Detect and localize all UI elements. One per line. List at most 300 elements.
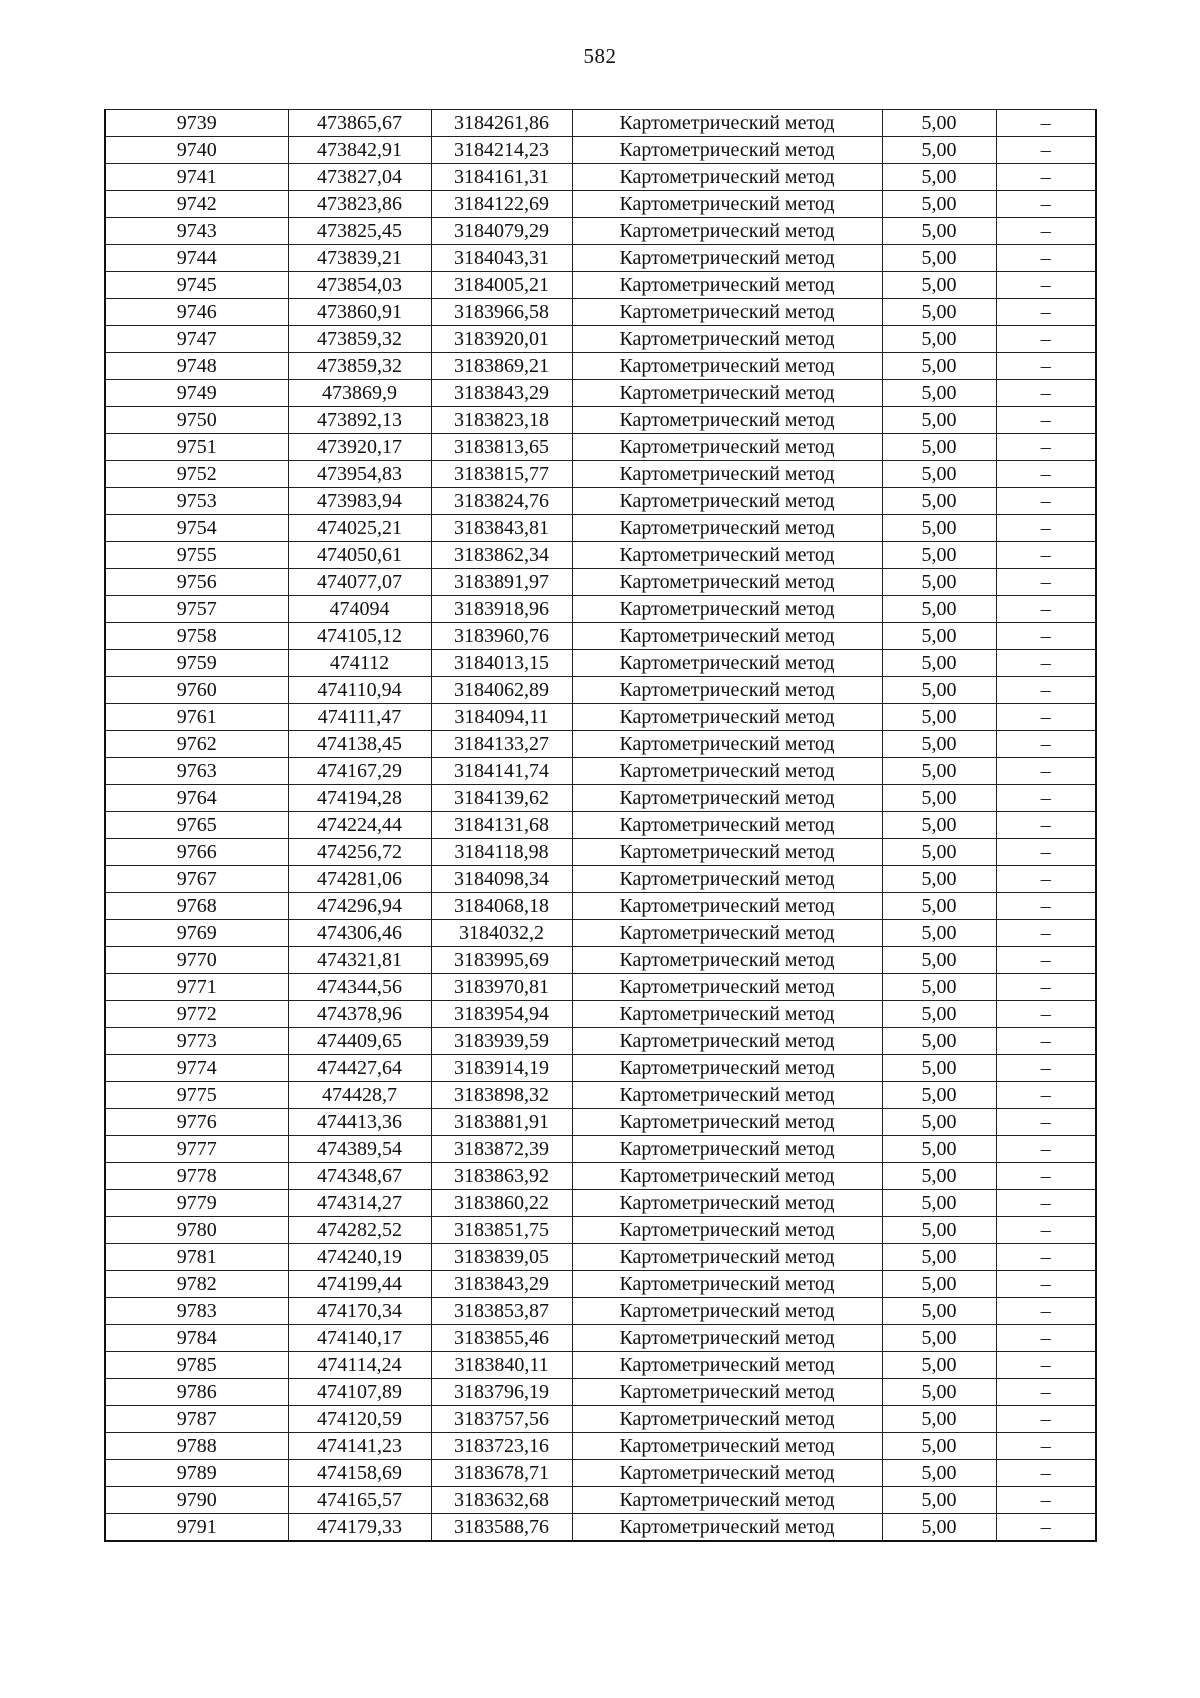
note-cell: – [996,1460,1096,1487]
x-coordinate-cell: 474409,65 [288,1028,431,1055]
note-cell: – [996,110,1096,137]
note-cell: – [996,407,1096,434]
point-number-cell: 9787 [105,1406,288,1433]
point-number-cell: 9748 [105,353,288,380]
note-cell: – [996,434,1096,461]
table-row [105,110,1096,137]
table-row [105,461,1096,488]
note-cell: – [996,1487,1096,1514]
x-coordinate-cell: 474114,24 [288,1352,431,1379]
accuracy-cell: 5,00 [882,1109,996,1136]
accuracy-cell: 5,00 [882,1244,996,1271]
point-number-cell: 9778 [105,1163,288,1190]
x-coordinate-cell: 474165,57 [288,1487,431,1514]
x-coordinate-cell: 474167,29 [288,758,431,785]
accuracy-cell: 5,00 [882,326,996,353]
table-row [105,245,1096,272]
accuracy-cell: 5,00 [882,974,996,1001]
y-coordinate-cell: 3183995,69 [431,947,572,974]
x-coordinate-cell: 473954,83 [288,461,431,488]
point-number-cell: 9754 [105,515,288,542]
accuracy-cell: 5,00 [882,434,996,461]
y-coordinate-cell: 3183723,16 [431,1433,572,1460]
method-cell: Картометрический метод [572,650,882,677]
y-coordinate-cell: 3183813,65 [431,434,572,461]
method-cell: Картометрический метод [572,461,882,488]
table-row [105,1244,1096,1271]
method-cell: Картометрический метод [572,110,882,137]
note-cell: – [996,542,1096,569]
x-coordinate-cell: 474428,7 [288,1082,431,1109]
y-coordinate-cell: 3184141,74 [431,758,572,785]
point-number-cell: 9788 [105,1433,288,1460]
accuracy-cell: 5,00 [882,569,996,596]
note-cell: – [996,1082,1096,1109]
method-cell: Картометрический метод [572,245,882,272]
point-number-cell: 9769 [105,920,288,947]
method-cell: Картометрический метод [572,326,882,353]
accuracy-cell: 5,00 [882,272,996,299]
note-cell: – [996,1325,1096,1352]
accuracy-cell: 5,00 [882,1379,996,1406]
table-row [105,947,1096,974]
table-row [105,704,1096,731]
note-cell: – [996,1298,1096,1325]
x-coordinate-cell: 473842,91 [288,137,431,164]
note-cell: – [996,758,1096,785]
note-cell: – [996,1163,1096,1190]
table-row [105,434,1096,461]
note-cell: – [996,1514,1096,1542]
note-cell: – [996,1028,1096,1055]
point-number-cell: 9753 [105,488,288,515]
y-coordinate-cell: 3183954,94 [431,1001,572,1028]
note-cell: – [996,326,1096,353]
x-coordinate-cell: 474105,12 [288,623,431,650]
note-cell: – [996,812,1096,839]
x-coordinate-cell: 474413,36 [288,1109,431,1136]
method-cell: Картометрический метод [572,1406,882,1433]
point-number-cell: 9744 [105,245,288,272]
note-cell: – [996,488,1096,515]
table-row [105,1190,1096,1217]
table-row [105,893,1096,920]
accuracy-cell: 5,00 [882,1001,996,1028]
method-cell: Картометрический метод [572,488,882,515]
y-coordinate-cell: 3183898,32 [431,1082,572,1109]
y-coordinate-cell: 3183860,22 [431,1190,572,1217]
accuracy-cell: 5,00 [882,1271,996,1298]
point-number-cell: 9779 [105,1190,288,1217]
accuracy-cell: 5,00 [882,704,996,731]
point-number-cell: 9774 [105,1055,288,1082]
note-cell: – [996,299,1096,326]
method-cell: Картометрический метод [572,407,882,434]
table-row [105,596,1096,623]
method-cell: Картометрический метод [572,1487,882,1514]
y-coordinate-cell: 3184005,21 [431,272,572,299]
y-coordinate-cell: 3183939,59 [431,1028,572,1055]
table-row [105,920,1096,947]
table-row [105,1055,1096,1082]
point-number-cell: 9755 [105,542,288,569]
table-row [105,1379,1096,1406]
accuracy-cell: 5,00 [882,515,996,542]
method-cell: Картометрический метод [572,434,882,461]
accuracy-cell: 5,00 [882,1028,996,1055]
table-row [105,299,1096,326]
table-row [105,866,1096,893]
table-row [105,515,1096,542]
point-number-cell: 9762 [105,731,288,758]
method-cell: Картометрический метод [572,596,882,623]
x-coordinate-cell: 473854,03 [288,272,431,299]
y-coordinate-cell: 3183823,18 [431,407,572,434]
point-number-cell: 9777 [105,1136,288,1163]
method-cell: Картометрический метод [572,893,882,920]
note-cell: – [996,245,1096,272]
point-number-cell: 9780 [105,1217,288,1244]
accuracy-cell: 5,00 [882,1082,996,1109]
point-number-cell: 9757 [105,596,288,623]
table-row [105,839,1096,866]
note-cell: – [996,218,1096,245]
accuracy-cell: 5,00 [882,299,996,326]
y-coordinate-cell: 3184068,18 [431,893,572,920]
point-number-cell: 9767 [105,866,288,893]
table-row [105,1271,1096,1298]
x-coordinate-cell: 474348,67 [288,1163,431,1190]
x-coordinate-cell: 474378,96 [288,1001,431,1028]
y-coordinate-cell: 3183862,34 [431,542,572,569]
note-cell: – [996,461,1096,488]
x-coordinate-cell: 474344,56 [288,974,431,1001]
y-coordinate-cell: 3183891,97 [431,569,572,596]
point-number-cell: 9785 [105,1352,288,1379]
accuracy-cell: 5,00 [882,1352,996,1379]
point-number-cell: 9743 [105,218,288,245]
x-coordinate-cell: 473827,04 [288,164,431,191]
x-coordinate-cell: 474224,44 [288,812,431,839]
y-coordinate-cell: 3183796,19 [431,1379,572,1406]
note-cell: – [996,1352,1096,1379]
x-coordinate-cell: 474240,19 [288,1244,431,1271]
x-coordinate-cell: 474025,21 [288,515,431,542]
point-number-cell: 9741 [105,164,288,191]
note-cell: – [996,947,1096,974]
method-cell: Картометрический метод [572,920,882,947]
y-coordinate-cell: 3183853,87 [431,1298,572,1325]
method-cell: Картометрический метод [572,974,882,1001]
y-coordinate-cell: 3184131,68 [431,812,572,839]
x-coordinate-cell: 474179,33 [288,1514,431,1542]
y-coordinate-cell: 3183914,19 [431,1055,572,1082]
point-number-cell: 9739 [105,110,288,137]
point-number-cell: 9764 [105,785,288,812]
table-row [105,677,1096,704]
table-row [105,407,1096,434]
x-coordinate-cell: 473865,67 [288,110,431,137]
x-coordinate-cell: 474110,94 [288,677,431,704]
point-number-cell: 9786 [105,1379,288,1406]
x-coordinate-cell: 474321,81 [288,947,431,974]
method-cell: Картометрический метод [572,1325,882,1352]
table-row [105,1082,1096,1109]
note-cell: – [996,1217,1096,1244]
x-coordinate-cell: 473859,32 [288,326,431,353]
method-cell: Картометрический метод [572,1514,882,1542]
x-coordinate-cell: 474107,89 [288,1379,431,1406]
y-coordinate-cell: 3183920,01 [431,326,572,353]
accuracy-cell: 5,00 [882,920,996,947]
x-coordinate-cell: 474199,44 [288,1271,431,1298]
method-cell: Картометрический метод [572,1298,882,1325]
y-coordinate-cell: 3184043,31 [431,245,572,272]
table-row [105,1433,1096,1460]
y-coordinate-cell: 3183872,39 [431,1136,572,1163]
point-number-cell: 9776 [105,1109,288,1136]
note-cell: – [996,569,1096,596]
point-number-cell: 9756 [105,569,288,596]
table-row [105,488,1096,515]
table-row [105,1109,1096,1136]
method-cell: Картометрический метод [572,812,882,839]
table-row [105,1163,1096,1190]
note-cell: – [996,704,1096,731]
method-cell: Картометрический метод [572,569,882,596]
method-cell: Картометрический метод [572,731,882,758]
y-coordinate-cell: 3184094,11 [431,704,572,731]
y-coordinate-cell: 3184062,89 [431,677,572,704]
accuracy-cell: 5,00 [882,785,996,812]
method-cell: Картометрический метод [572,272,882,299]
accuracy-cell: 5,00 [882,353,996,380]
method-cell: Картометрический метод [572,1244,882,1271]
method-cell: Картометрический метод [572,1190,882,1217]
table-row [105,1514,1096,1542]
point-number-cell: 9768 [105,893,288,920]
method-cell: Картометрический метод [572,1217,882,1244]
y-coordinate-cell: 3184098,34 [431,866,572,893]
table-row [105,1028,1096,1055]
table-row [105,326,1096,353]
table-row [105,218,1096,245]
method-cell: Картометрический метод [572,1379,882,1406]
point-number-cell: 9758 [105,623,288,650]
page-number: 582 [583,44,617,68]
y-coordinate-cell: 3183851,75 [431,1217,572,1244]
point-number-cell: 9760 [105,677,288,704]
method-cell: Картометрический метод [572,677,882,704]
y-coordinate-cell: 3183824,76 [431,488,572,515]
method-cell: Картометрический метод [572,704,882,731]
method-cell: Картометрический метод [572,353,882,380]
accuracy-cell: 5,00 [882,110,996,137]
note-cell: – [996,650,1096,677]
accuracy-cell: 5,00 [882,623,996,650]
method-cell: Картометрический метод [572,137,882,164]
accuracy-cell: 5,00 [882,812,996,839]
point-number-cell: 9751 [105,434,288,461]
table-row [105,569,1096,596]
x-coordinate-cell: 474170,34 [288,1298,431,1325]
y-coordinate-cell: 3183632,68 [431,1487,572,1514]
table-row [105,542,1096,569]
table-row [105,650,1096,677]
table-row [105,191,1096,218]
accuracy-cell: 5,00 [882,461,996,488]
accuracy-cell: 5,00 [882,1406,996,1433]
method-cell: Картометрический метод [572,1271,882,1298]
point-number-cell: 9747 [105,326,288,353]
note-cell: – [996,731,1096,758]
accuracy-cell: 5,00 [882,164,996,191]
point-number-cell: 9766 [105,839,288,866]
table-row [105,1217,1096,1244]
accuracy-cell: 5,00 [882,245,996,272]
table-row [105,1460,1096,1487]
y-coordinate-cell: 3183970,81 [431,974,572,1001]
accuracy-cell: 5,00 [882,1487,996,1514]
accuracy-cell: 5,00 [882,866,996,893]
y-coordinate-cell: 3184032,2 [431,920,572,947]
x-coordinate-cell: 473839,21 [288,245,431,272]
x-coordinate-cell: 474094 [288,596,431,623]
method-cell: Картометрический метод [572,542,882,569]
accuracy-cell: 5,00 [882,1163,996,1190]
point-number-cell: 9791 [105,1514,288,1542]
table-row [105,758,1096,785]
note-cell: – [996,623,1096,650]
y-coordinate-cell: 3183966,58 [431,299,572,326]
x-coordinate-cell: 474306,46 [288,920,431,947]
table-row [105,137,1096,164]
method-cell: Картометрический метод [572,191,882,218]
y-coordinate-cell: 3183855,46 [431,1325,572,1352]
accuracy-cell: 5,00 [882,596,996,623]
method-cell: Картометрический метод [572,380,882,407]
point-number-cell: 9763 [105,758,288,785]
table-row [105,1325,1096,1352]
x-coordinate-cell: 474112 [288,650,431,677]
note-cell: – [996,1190,1096,1217]
note-cell: – [996,1433,1096,1460]
table-body [105,110,1096,1542]
accuracy-cell: 5,00 [882,407,996,434]
y-coordinate-cell: 3183757,56 [431,1406,572,1433]
x-coordinate-cell: 474138,45 [288,731,431,758]
accuracy-cell: 5,00 [882,191,996,218]
accuracy-cell: 5,00 [882,218,996,245]
y-coordinate-cell: 3184139,62 [431,785,572,812]
y-coordinate-cell: 3184013,15 [431,650,572,677]
accuracy-cell: 5,00 [882,893,996,920]
y-coordinate-cell: 3184118,98 [431,839,572,866]
y-coordinate-cell: 3183678,71 [431,1460,572,1487]
x-coordinate-cell: 474314,27 [288,1190,431,1217]
table-row [105,1136,1096,1163]
note-cell: – [996,596,1096,623]
note-cell: – [996,974,1096,1001]
x-coordinate-cell: 474282,52 [288,1217,431,1244]
table-row [105,164,1096,191]
point-number-cell: 9773 [105,1028,288,1055]
x-coordinate-cell: 474158,69 [288,1460,431,1487]
method-cell: Картометрический метод [572,299,882,326]
point-number-cell: 9789 [105,1460,288,1487]
note-cell: – [996,1136,1096,1163]
y-coordinate-cell: 3184261,86 [431,110,572,137]
note-cell: – [996,1244,1096,1271]
accuracy-cell: 5,00 [882,542,996,569]
method-cell: Картометрический метод [572,1460,882,1487]
accuracy-cell: 5,00 [882,650,996,677]
note-cell: – [996,164,1096,191]
x-coordinate-cell: 474050,61 [288,542,431,569]
note-cell: – [996,893,1096,920]
accuracy-cell: 5,00 [882,731,996,758]
y-coordinate-cell: 3183869,21 [431,353,572,380]
method-cell: Картометрический метод [572,785,882,812]
note-cell: – [996,677,1096,704]
point-number-cell: 9770 [105,947,288,974]
accuracy-cell: 5,00 [882,1217,996,1244]
x-coordinate-cell: 474389,54 [288,1136,431,1163]
y-coordinate-cell: 3183839,05 [431,1244,572,1271]
y-coordinate-cell: 3183918,96 [431,596,572,623]
y-coordinate-cell: 3183843,81 [431,515,572,542]
point-number-cell: 9781 [105,1244,288,1271]
note-cell: – [996,272,1096,299]
accuracy-cell: 5,00 [882,677,996,704]
x-coordinate-cell: 474194,28 [288,785,431,812]
table-row [105,380,1096,407]
note-cell: – [996,839,1096,866]
method-cell: Картометрический метод [572,1028,882,1055]
point-number-cell: 9750 [105,407,288,434]
y-coordinate-cell: 3183840,11 [431,1352,572,1379]
accuracy-cell: 5,00 [882,488,996,515]
x-coordinate-cell: 473920,17 [288,434,431,461]
accuracy-cell: 5,00 [882,758,996,785]
accuracy-cell: 5,00 [882,1136,996,1163]
table-row [105,785,1096,812]
x-coordinate-cell: 474256,72 [288,839,431,866]
point-number-cell: 9782 [105,1271,288,1298]
accuracy-cell: 5,00 [882,1055,996,1082]
x-coordinate-cell: 474120,59 [288,1406,431,1433]
y-coordinate-cell: 3183815,77 [431,461,572,488]
y-coordinate-cell: 3183863,92 [431,1163,572,1190]
y-coordinate-cell: 3184122,69 [431,191,572,218]
accuracy-cell: 5,00 [882,1298,996,1325]
x-coordinate-cell: 473892,13 [288,407,431,434]
method-cell: Картометрический метод [572,839,882,866]
method-cell: Картометрический метод [572,758,882,785]
note-cell: – [996,1379,1096,1406]
accuracy-cell: 5,00 [882,1460,996,1487]
point-number-cell: 9771 [105,974,288,1001]
x-coordinate-cell: 474427,64 [288,1055,431,1082]
accuracy-cell: 5,00 [882,947,996,974]
method-cell: Картометрический метод [572,1109,882,1136]
note-cell: – [996,191,1096,218]
table-row [105,1298,1096,1325]
y-coordinate-cell: 3183843,29 [431,1271,572,1298]
x-coordinate-cell: 473823,86 [288,191,431,218]
table-row [105,1001,1096,1028]
point-number-cell: 9765 [105,812,288,839]
